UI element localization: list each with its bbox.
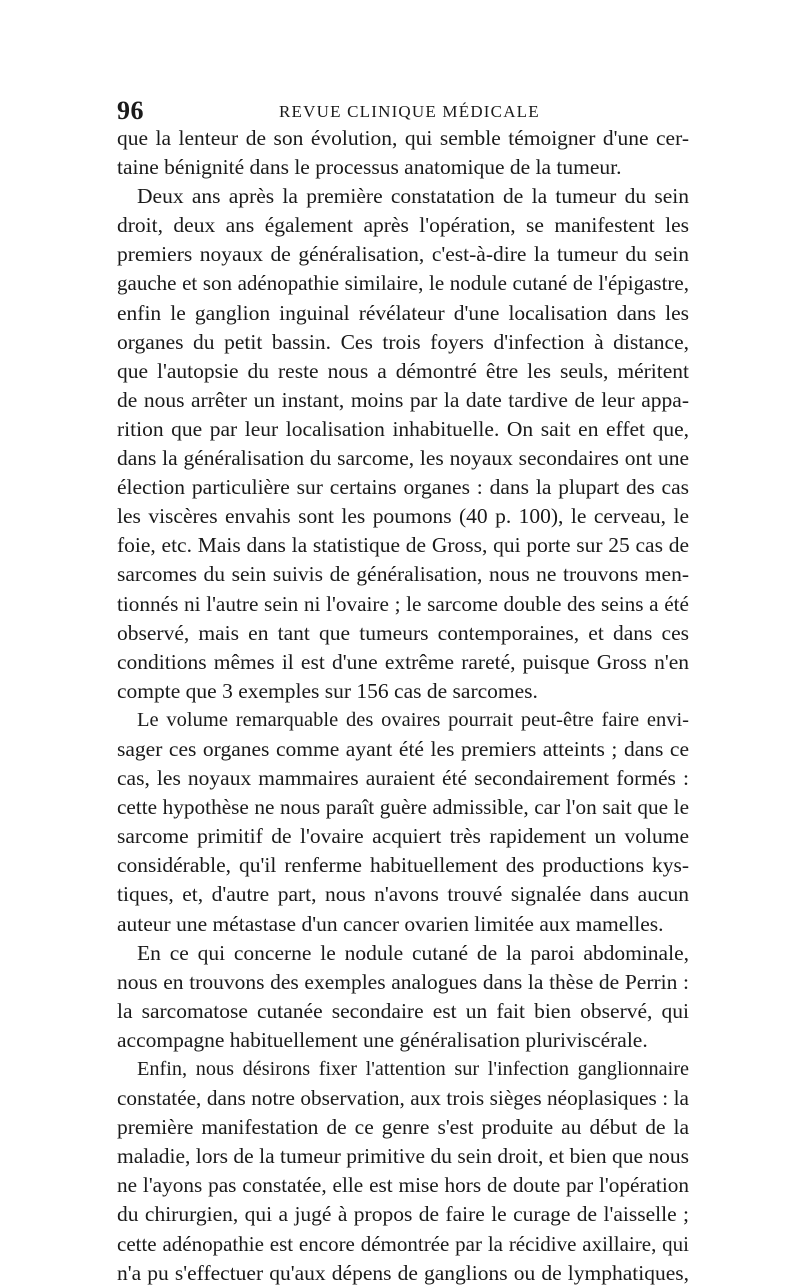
text-line: dans la généralisation du sarcome, les noyaux secondaires ont une [117, 446, 689, 471]
text-line: nous en trouvons des exemples analogues dans la thèse de Perrin : [117, 969, 689, 994]
text-line: du chirurgien, qui a jugé à propos de faire le curage de l'aisselle ; [117, 1202, 689, 1227]
text-line: la sarcomatose cutanée secondaire est un fait bien observé, qui [117, 998, 689, 1023]
text-line: Le volume remarquable des ovaires pourrait peut-être faire envi- [137, 708, 689, 731]
text-line: que l'autopsie du reste nous a démontré être les seuls, méritent [117, 358, 689, 383]
text-line: tiques, et, d'autre part, nous n'avons trouvé signalée dans aucun [117, 882, 689, 907]
text-line: Enfin, nous désirons fixer l'attention sur l'infection ganglionnaire [137, 1058, 689, 1080]
text-line: ne l'ayons pas constatée, elle est mise hors de doute par l'opération [117, 1173, 689, 1198]
text-line: cette adénopathie est encore démontrée par la récidive axillaire, qui [117, 1231, 689, 1256]
text-line: les viscères envahis sont les poumons (40 p. 100), le cerveau, le [117, 504, 689, 529]
text-line: Deux ans après la première constatation de la tumeur du sein [137, 184, 689, 209]
text-line: enfin le ganglion inguinal révélateur d'une localisation dans les [117, 300, 689, 325]
text-line: rition que par leur localisation inhabituelle. On sait en effet que, [117, 416, 689, 441]
text-line: gauche et son adénopathie similaire, le nodule cutané de l'épigastre, [117, 271, 689, 296]
text-line: accompagne habituellement une généralisation pluriviscérale. [117, 1027, 648, 1052]
text-line: cette hypothèse ne nous paraît guère admissible, car l'on sait que le [117, 795, 689, 820]
text-line: constatée, dans notre observation, aux trois sièges néoplasiques : la [117, 1086, 689, 1111]
text-line: En ce qui concerne le nodule cutané de la paroi abdominale, [137, 940, 689, 965]
text-line: tionnés ni l'autre sein ni l'ovaire ; le sarcome double des seins a été [117, 591, 689, 616]
text-line: taine bénignité dans le processus anatomique de la tumeur. [117, 155, 622, 180]
text-line: sarcomes du sein suivis de généralisation, nous ne trouvons men- [117, 562, 689, 587]
text-line: foie, etc. Mais dans la statistique de Gross, qui porte sur 25 cas de [117, 533, 689, 558]
text-line: observé, mais en tant que tumeurs contemporaines, et dans ces [117, 620, 689, 645]
text-line: que la lenteur de son évolution, qui semble témoigner d'une cer- [117, 126, 689, 150]
text-line: cas, les noyaux mammaires auraient été secondairement formés : [117, 766, 689, 791]
text-line: conditions mêmes il est d'une extrême rareté, puisque Gross n'en [117, 649, 689, 674]
text-line: de nous arrêter un instant, moins par la date tardive de leur appa- [117, 387, 689, 412]
running-title: REVUE CLINIQUE MÉDICALE [279, 102, 540, 121]
text-line: n'a pu s'effectuer qu'aux dépens de ganglions ou de lymphatiques, [117, 1260, 689, 1285]
text-line: droit, deux ans également après l'opération, se manifestent les [117, 213, 689, 238]
text-line: premiers noyaux de généralisation, c'est-à-dire la tumeur du sein [117, 242, 689, 267]
text-line: compte que 3 exemples sur 156 cas de sarcomes. [117, 678, 538, 703]
text-line: sarcome primitif de l'ovaire acquiert très rapidement un volume [117, 824, 689, 849]
page-number: 96 [117, 96, 144, 125]
body-text [117, 124, 689, 1288]
text-line: maladie, lors de la tumeur primitive du sein droit, et bien que nous [117, 1144, 690, 1169]
text-line: organes du petit bassin. Ces trois foyers d'infection à distance, [117, 329, 689, 354]
text-line: première manifestation de ce genre s'est produite au début de la [117, 1115, 689, 1140]
page-header [117, 96, 689, 126]
text-line: sager ces organes comme ayant été les premiers atteints ; dans ce [117, 736, 689, 761]
text-line: auteur une métastase d'un cancer ovarien limitée aux mamelles. [117, 911, 664, 936]
text-line: élection particulière sur certains organes : dans la plupart des cas [117, 475, 689, 500]
text-line: considérable, qu'il renferme habituellement des productions kys- [117, 853, 689, 878]
